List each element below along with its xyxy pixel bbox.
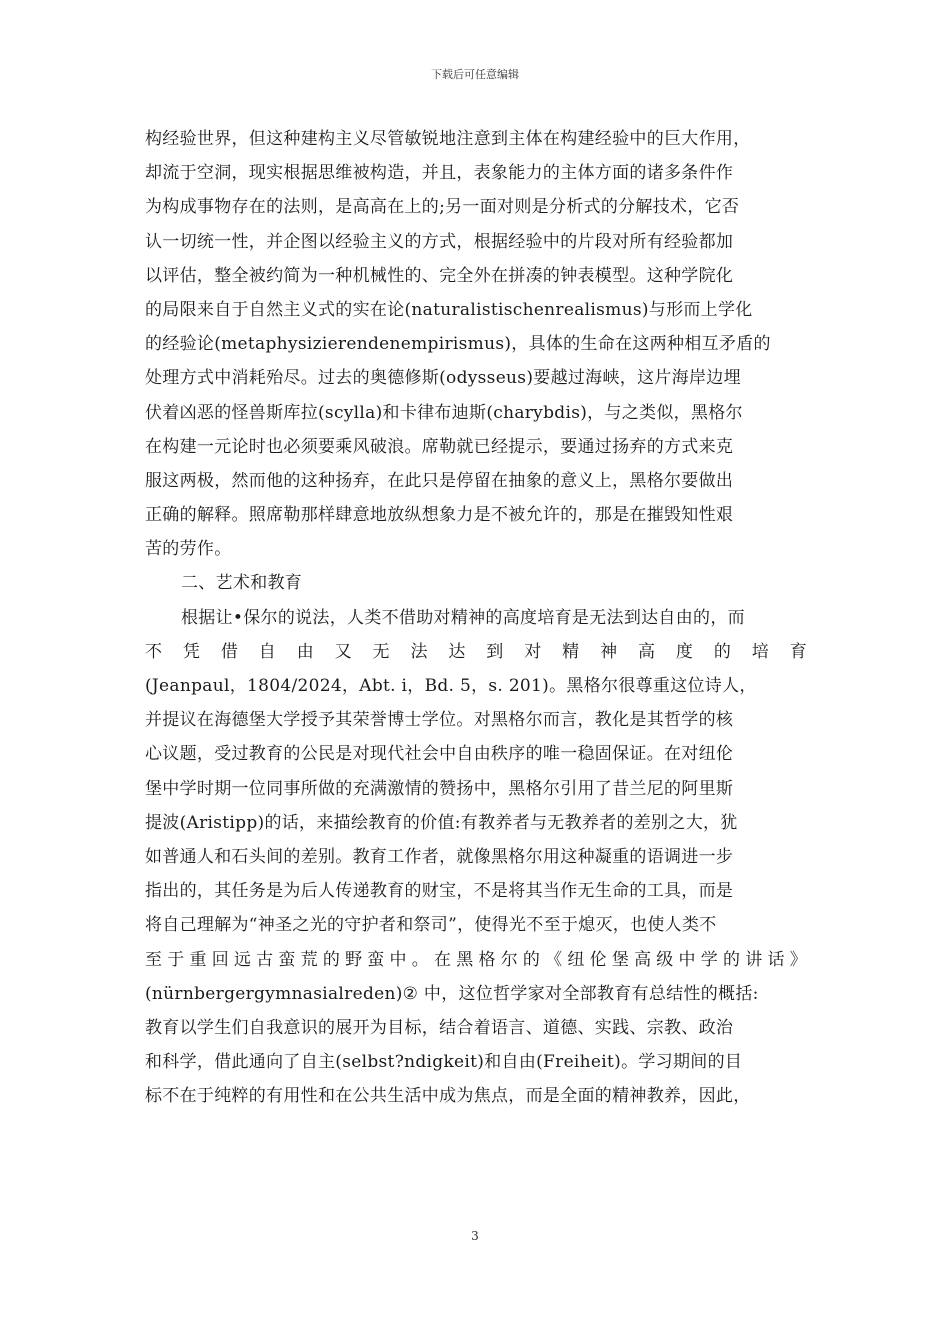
text-line: 处理方式中消耗殆尽。过去的奥德修斯(odysseus)要越过海峡，这片海岸边埋 — [145, 368, 741, 389]
text-line: 心议题，受过教育的公民是对现代社会中自由秩序的唯一稳固保证。在对纽伦 — [145, 744, 734, 765]
text-line: 和科学，借此通向了自主(selbst?ndigkeit)和自由(Freiheit)。学习期间的目 — [145, 1052, 743, 1073]
text-line: 苦的劳作。 — [145, 539, 232, 560]
text-line: 以评估，整全被约简为一种机械性的、完全外在拼凑的钟表模型。这种学院化 — [145, 265, 734, 286]
text-line: 并提议在海德堡大学授予其荣誉博士学位。对黑格尔而言，教化是其哲学的核 — [145, 710, 734, 731]
page-number: 3 — [471, 1229, 479, 1243]
text-line: 标不在于纯粹的有用性和在公共生活中成为焦点，而是全面的精神教养，因此， — [145, 1086, 751, 1107]
text-line: 指出的，其任务是为后人传递教育的财宝，不是将其当作无生命的工具，而是 — [145, 881, 734, 902]
text-line: 至于重回远古蛮荒的野蛮中。在黑格尔的《纽伦堡高级中学的讲话》 — [145, 949, 807, 970]
text-line: 伏着凶恶的怪兽斯库拉(scylla)和卡律布迪斯(charybdis)，与之类似，黑格尔 — [145, 402, 743, 423]
text-line: 在构建一元论时也必须要乘风破浪。席勒就已经提示，要通过扬弃的方式来克 — [145, 436, 734, 457]
text-line: 却流于空洞，现实根据思维被构造，并且，表象能力的主体方面的诸多条件作 — [145, 163, 734, 184]
text-line: 正确的解释。照席勒那样肆意地放纵想象力是不被允许的，那是在摧毁知性艰 — [145, 505, 734, 526]
page-header: 下载后可任意编辑 — [431, 68, 519, 81]
text-line: (Jeanpaul，1804/2024，Abt. i，Bd. 5，s. 201)。黑格尔很尊重这位诗人， — [145, 676, 757, 696]
text-line: 提波(Aristipp)的话，来描绘教育的价值:有教养者与无教养者的差别之大，犹 — [145, 812, 738, 833]
text-line: 如普通人和石头间的差别。教育工作者，就像黑格尔用这种凝重的语调进一步 — [145, 846, 734, 867]
text-line: 不凭借自由又无法达到对精神高度的培育 — [145, 641, 807, 662]
text-line: 构经验世界，但这种建构主义尽管敏锐地注意到主体在构建经验中的巨大作用， — [145, 129, 751, 149]
text-line: 的局限来自于自然主义式的实在论(naturalistischenrealismus)与形而上学化 — [145, 299, 753, 320]
text-line: 服这两极，然而他的这种扬弃，在此只是停留在抽象的意义上，黑格尔要做出 — [145, 470, 734, 491]
text-line: 将自己理解为“神圣之光的守护者和祭司”，使得光不至于熄灭，也使人类不 — [145, 915, 717, 936]
text-line: (nürnbergergymnasialreden)② 中，这位哲学家对全部教育有总结性的概括: — [145, 983, 759, 1004]
section-heading: 二、艺术和教育 — [181, 573, 303, 594]
text-line: 认一切统一性，并企图以经验主义的方式，根据经验中的片段对所有经验都加 — [145, 231, 734, 252]
text-line: 为构成事物存在的法则，是高高在上的;另一面对则是分析式的分解技术，它否 — [145, 197, 740, 218]
text-line: 堡中学时期一位同事所做的充满激情的赞扬中，黑格尔引用了昔兰尼的阿里斯 — [145, 778, 734, 799]
text-line: 教育以学生们自我意识的展开为目标，结合着语言、道德、实践、宗教、政治 — [145, 1017, 734, 1038]
document-body — [145, 122, 807, 1113]
text-line: 的经验论(metaphysizierendenempirismus)，具体的生命在这两种相互矛盾的 — [145, 334, 771, 355]
text-line: 根据让•保尔的说法，人类不借助对精神的高度培育是无法到达自由的，而 — [181, 607, 745, 628]
